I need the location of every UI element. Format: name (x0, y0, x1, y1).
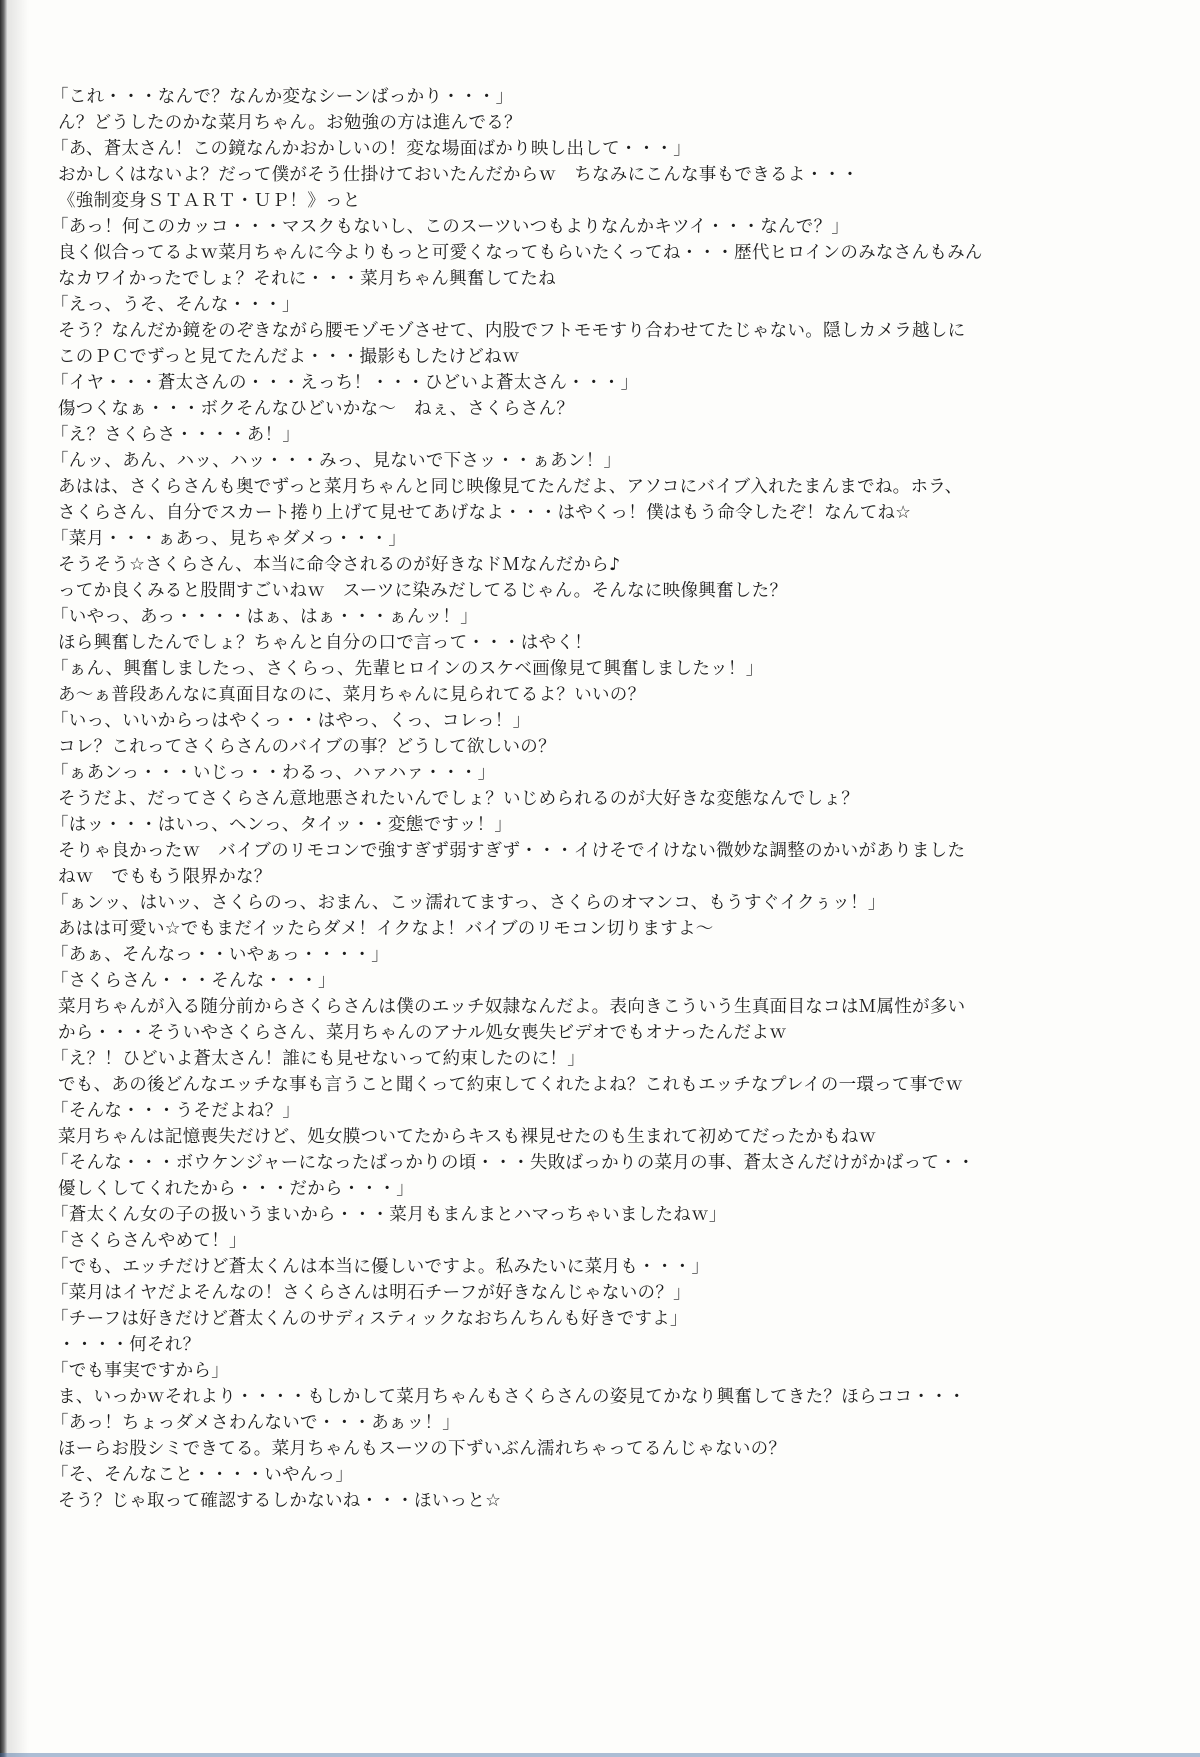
text-line: そう？じゃ取って確認するしかないね・・・ほいっと☆ (58, 1491, 502, 1511)
text-line: から・・・そういやさくらさん、菜月ちゃんのアナル処女喪失ビデオでもオナったんだよｗ (58, 1023, 787, 1043)
text-line: ・・・・何それ？ (58, 1335, 201, 1355)
text-line: そりゃ良かったｗ バイブのリモコンで強すぎず弱すぎず・・・イけそでイけない微妙な調整のかいがありました (58, 841, 966, 861)
text-line: 「えっ、うそ、そんな・・・」 (51, 295, 300, 315)
text-line: 傷つくなぁ・・・ボクそんなひどいかな～ ねぇ、さくらさん？ (58, 399, 575, 419)
text-line: 良く似合ってるよｗ菜月ちゃんに今よりもっと可愛くなってもらいたくってね・・・歴代ヒロインのみなさんもみん (58, 243, 983, 263)
text-line: 「さくらさんやめて！」 (51, 1231, 247, 1251)
text-line: 「あっ！ちょっダメさわんないで・・・あぁッ！」 (51, 1413, 461, 1433)
text-line: 「さくらさん・・・そんな・・・」 (51, 971, 336, 991)
text-line: ほら興奮したんでしょ？ちゃんと自分の口で言って・・・はやく！ (58, 633, 592, 653)
binding-edge (0, 0, 7, 1757)
text-line: 「ぁん、興奮しましたっ、さくらっ、先輩ヒロインのスケベ画像見て興奮しましたッ！」 (51, 659, 764, 679)
text-line: 「はッ・・・はいっ、ヘンっ、タイッ・・変態ですッ！」 (51, 815, 513, 835)
text-line: 「チーフは好きだけど蒼太くんのサディスティックなおちんちんも好きですよ」 (51, 1309, 688, 1329)
text-line: あはは可愛い☆でもまだイッたらダメ！イクなよ！バイブのリモコン切りますよ～ (58, 919, 714, 939)
text-line: 「いっ、いいからっはやくっ・・はやっ、くっ、コレっ！」 (51, 711, 531, 731)
text-line: 「でも、エッチだけど蒼太くんは本当に優しいですよ。私みたいに菜月も・・・」 (51, 1257, 710, 1277)
text-line: 「ぁあンっ・・・いじっ・・わるっ、ハァハァ・・・」 (51, 763, 496, 783)
text-line: 「そ、そんなこと・・・・いやんっ」 (51, 1465, 354, 1485)
text-line: 「あ、蒼太さん！この鏡なんかおかしいの！変な場面ばかり映し出して・・・」 (51, 139, 692, 159)
text-line: 「イヤ・・・蒼太さんの・・・えっち！・・・ひどいよ蒼太さん・・・」 (51, 373, 639, 393)
page-bottom-edge (0, 1753, 1200, 1757)
text-line: コレ？これってさくらさんのバイブの事？どうして欲しいの？ (58, 737, 556, 757)
text-line: 「菜月はイヤだよそんなの！さくらさんは明石チーフが好きなんじゃないの？」 (51, 1283, 691, 1303)
text-line: 「んッ、あん、ハッ、ハッ・・・みっ、見ないで下さッ・・ぁあン！」 (51, 451, 622, 471)
text-line: ねｗ でももう限界かな？ (58, 867, 272, 887)
text-line: ってか良くみると股間すごいねｗ スーツに染みだしてるじゃん。そんなに映像興奮した？ (58, 581, 788, 601)
text-line: さくらさん、自分でスカート捲り上げて見せてあげなよ・・・はやくっ！僕はもう命令したぞ！なんてね☆ (58, 503, 912, 523)
text-line: 菜月ちゃんが入る随分前からさくらさんは僕のエッチ奴隷なんだよ。表向きこういう生真面目なコはＭ属性が多い (58, 997, 966, 1017)
text-line: このＰＣでずっと見てたんだよ・・・撮影もしたけどねｗ (58, 347, 520, 367)
text-line: 《強制変身ＳＴＡＲＴ・ＵＰ！》っと (58, 191, 361, 211)
text-line: ほーらお股シミできてる。菜月ちゃんもスーツの下ずいぶん濡れちゃってるんじゃないの？ (58, 1439, 787, 1459)
text-line: そうそう☆さくらさん、本当に命令されるのが好きなドＭなんだから♪ (58, 555, 621, 575)
text-line: 「いやっ、あっ・・・・はぁ、はぁ・・・ぁんッ！」 (51, 607, 479, 627)
text-line: 「菜月・・・ぁあっ、見ちゃダメっ・・・」 (51, 529, 407, 549)
text-line: 「そんな・・・うそだよね？」 (51, 1101, 301, 1121)
text-line: 「でも事実ですから」 (51, 1361, 229, 1381)
text-line: 「あぁ、そんなっ・・いやぁっ・・・・」 (51, 945, 390, 965)
text-line: おかしくはないよ？だって僕がそう仕掛けておいたんだからｗ ちなみにこんな事もできるよ・・・ (58, 165, 859, 185)
text-line: 優しくしてくれたから・・・だから・・・」 (58, 1179, 414, 1199)
text-line: なカワイかったでしょ？それに・・・菜月ちゃん興奮してたね (58, 269, 556, 289)
text-line: でも、あの後どんなエッチな事も言うこと聞くって約束してくれたよね？これもエッチなプレイの一環って事でｗ (58, 1075, 964, 1095)
binding-shadow (7, 0, 29, 1757)
text-line: ま、いっかｗそれより・・・・もしかして菜月ちゃんもさくらさんの姿見てかなり興奮してきた？ほらココ・・・ (58, 1387, 966, 1407)
story-text (51, 84, 1138, 1514)
text-line: あはは、さくらさんも奥でずっと菜月ちゃんと同じ映像見てたんだよ、アソコにバイブ入れたまんまでね。ホラ、 (58, 477, 963, 497)
text-line: 「そんな・・・ボウケンジャーになったばっかりの頃・・・失敗ばっかりの菜月の事、蒼太さんだけがかばって・・ (51, 1153, 975, 1173)
text-line: 菜月ちゃんは記憶喪失だけど、処女膜ついてたからキスも裸見せたのも生まれて初めてだったかもねｗ (58, 1127, 877, 1147)
text-line: 「ぁンッ、はいッ、さくらのっ、おまん、こッ濡れてますっ、さくらのオマンコ、もうすぐイクぅッ！」 (51, 893, 886, 913)
text-line: 「蒼太くん女の子の扱いうまいから・・・菜月もまんまとハマっちゃいましたねｗ」 (51, 1205, 727, 1225)
text-line: 「あっ！何このカッコ・・・マスクもないし、このスーツいつもよりなんかキツイ・・・なんで？」 (51, 217, 850, 237)
text-line: そう？なんだか鏡をのぞきながら腰モゾモゾさせて、内股でフトモモすり合わせてたじゃない。隠しカメラ越しに (58, 321, 966, 341)
text-line: あ～ぁ普段あんなに真面目なのに、菜月ちゃんに見られてるよ？いいの？ (58, 685, 646, 705)
text-line: ん？どうしたのかな菜月ちゃん。お勉強の方は進んでる？ (58, 113, 522, 133)
text-line: 「え？さくらさ・・・・あ！」 (51, 425, 301, 445)
text-line: 「これ・・・なんで？なんか変なシーンばっかり・・・」 (51, 87, 514, 107)
text-line: そうだよ、だってさくらさん意地悪されたいんでしょ？いじめられるのが大好きな変態なんでしょ？ (58, 789, 859, 809)
text-line: 「え？！ひどいよ蒼太さん！誰にも見せないって約束したのに！」 (51, 1049, 585, 1069)
